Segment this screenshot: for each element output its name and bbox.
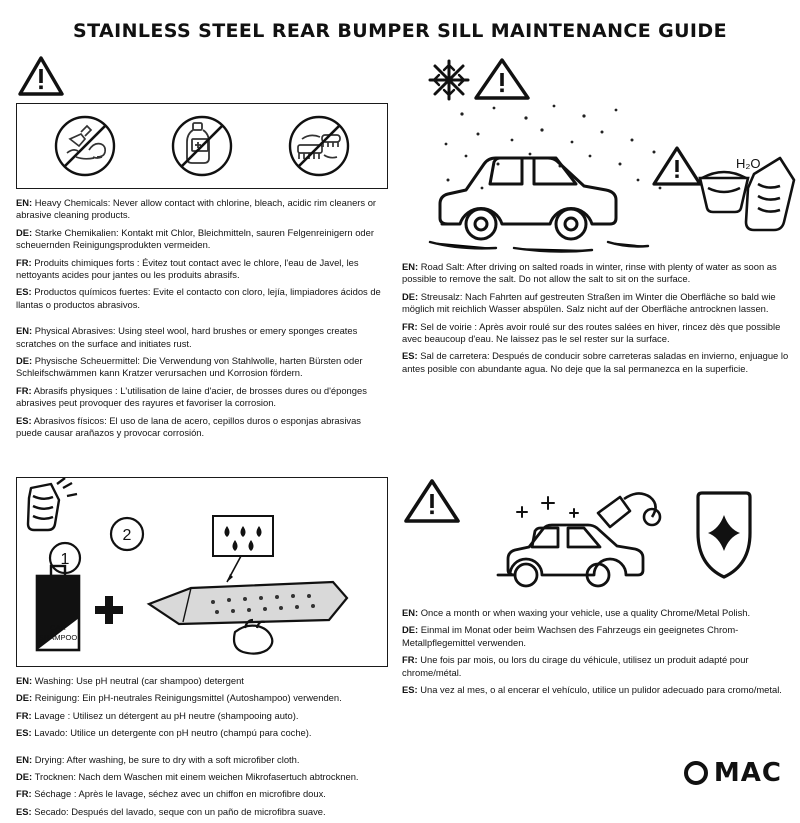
lang-tag: ES:: [16, 286, 32, 298]
car-side-icon: [440, 158, 616, 239]
shampoo-bottle-icon: [37, 566, 79, 650]
lang-tag: ES:: [402, 684, 418, 696]
bottle-label-line2: SHAMPOO: [38, 633, 78, 642]
warning-triangle-icon: [406, 481, 458, 521]
lang-tag: FR:: [402, 320, 418, 332]
lang-text: Heavy Chemicals: Never allow contact with chlorine, bleach, acidic rim cleaners or abrasive cleaning products.: [16, 197, 377, 221]
lang-text: Secado: Después del lavado, seque con un paño de microfibra suave.: [31, 805, 326, 817]
lang-tag: FR:: [16, 709, 32, 721]
panel-chemicals-abrasives: [16, 56, 388, 471]
no-abrasive-sponge-icon: [282, 109, 356, 183]
salt-speckles-icon: [445, 105, 662, 190]
lang-text: Physische Scheuermittel: Die Verwendung von Stahlwolle, harten Bürsten oder Schleifschwämmen kann Kratzer verursachen und Korrosion fördern.: [16, 355, 363, 379]
lang-tag: EN:: [16, 197, 33, 208]
lang-tag: DE:: [16, 692, 33, 704]
lang-tag: DE:: [16, 226, 33, 238]
brand-name: MAC: [713, 758, 782, 788]
hand-cloth-icon: [234, 620, 272, 654]
hand-wipe-icon: [28, 478, 77, 530]
sparkle-icon: [517, 497, 578, 517]
bumper-sill-icon: [149, 582, 347, 624]
plus-icon: [95, 596, 123, 624]
water-label: H₂O: [736, 156, 761, 171]
lang-text: Lavado: Utilice un detergente con pH neutro (champú para coche).: [31, 727, 312, 739]
lang-tag: ES:: [402, 350, 418, 362]
no-bleach-bottle-icon: [165, 109, 239, 183]
water-drops-icon: [213, 516, 273, 582]
lang-text: Einmal im Monat oder beim Wachsen des Fahrzeugs ein geeignetes Chrom-Metallpflegemittel verwenden.: [402, 624, 739, 648]
road-salt-illustration: [402, 56, 796, 261]
washing-illustration: [16, 477, 388, 667]
lang-text: Una vez al mes, o al encerar el vehículo, utilice un pulidor adecuado para cromo/metal.: [417, 684, 782, 696]
lang-text: Reinigung: Ein pH-neutrales Reinigungsmittel (Autoshampoo) verwenden.: [32, 692, 342, 704]
lang-text: Road Salt: After driving on salted roads in winter, rinse with plenty of water as soon as possible to remove the salt. Do not allow the salt to sit on the surface.: [402, 261, 777, 285]
lang-text: Washing: Use pH neutral (car shampoo) detergent: [32, 675, 244, 686]
lang-text: Drying: After washing, be sure to dry with a soft microfiber cloth.: [32, 753, 300, 765]
chemicals-text-block: [16, 197, 388, 311]
brand-logo: [684, 760, 782, 786]
lang-tag: EN:: [402, 607, 419, 618]
forbidden-products-illustration: [16, 103, 388, 189]
lang-tag: FR:: [16, 256, 32, 268]
lang-text: Séchage : Après le lavage, séchez avec un chiffon en microfibre doux.: [31, 788, 326, 800]
lang-tag: DE:: [16, 355, 33, 367]
panel-washing-drying: [16, 477, 388, 823]
drying-text-block: [16, 754, 388, 819]
panel-grid: [16, 56, 789, 823]
water-bucket-icon: [700, 172, 748, 212]
panel-road-salt: [402, 56, 796, 471]
polish-illustration: [402, 477, 796, 605]
lang-text: Lavage : Utilisez un détergent au pH neutre (shampooing auto).: [31, 709, 299, 721]
bottle-label-line1: CAR: [50, 623, 66, 632]
lang-tag: EN:: [16, 753, 33, 765]
road-salt-text-block: [402, 261, 796, 375]
lang-tag: FR:: [16, 384, 32, 396]
lang-text: Once a month or when waxing your vehicle, use a quality Chrome/Metal Polish.: [418, 607, 751, 618]
lang-text: Trocknen: Nach dem Waschen mit einem weichen Mikrofasertuch abtrocknen.: [32, 771, 359, 783]
sparkle-shield-icon: [698, 493, 750, 577]
lang-text: Abrasifs physiques : L'utilisation de laine d'acier, de brosses dures ou d'éponges abrasives peut provoquer des rayures et favoriser la corrosion.: [16, 384, 367, 409]
step-2-label: 2: [122, 527, 132, 544]
abrasives-text-block: [16, 325, 388, 439]
lang-text: Abrasivos físicos: El uso de lana de acero, cepillos duros o esponjas abrasivas puede causar arañazos y provocar corrosión.: [16, 414, 361, 439]
road-spray-icon: [430, 242, 648, 252]
page-title: STAINLESS STEEL REAR BUMPER SILL MAINTENANCE GUIDE: [73, 20, 727, 42]
lang-text: Streusalz: Nach Fahrten auf gestreuten Straßen im Winter die Oberfläche so bald wie möglich mit reichlich Wasser abspülen. Salz nicht auf der Oberfläche antrocknen lassen.: [402, 290, 776, 315]
lang-tag: EN:: [16, 325, 33, 337]
lang-text: Une fois par mois, ou lors du cirage du véhicule, utilisez un produit adapté pour chrome/métal.: [402, 654, 749, 678]
lang-text: Physical Abrasives: Using steel wool, hard brushes or emery sponges creates scratches on the surface and initiates rust.: [16, 325, 358, 349]
lang-text: Sal de carretera: Después de conducir sobre carreteras saladas en invierno, enjuague lo antes posible con abundante agua. No deje que la sal permanezca en la superficie.: [402, 350, 789, 374]
polisher-tool-icon: [598, 493, 660, 527]
omac-ring-icon: [684, 761, 708, 785]
warning-triangle-icon: [18, 56, 388, 101]
snowflake-icon: [430, 61, 468, 99]
lang-text: Productos químicos fuertes: Evite el contacto con cloro, lejía, limpiadores ácidos de llantas o productos abrasivos.: [16, 286, 381, 310]
lang-tag: DE:: [402, 290, 419, 302]
no-acid-cleaner-icon: [48, 109, 122, 183]
lang-tag: EN:: [16, 675, 33, 686]
polish-text-block: [402, 607, 796, 696]
lang-text: Produits chimiques forts : Évitez tout contact avec le chlore, l'eau de Javel, les nettoyants acides pour jantes ou les produits abrasifs.: [16, 256, 359, 281]
lang-tag: FR:: [16, 788, 32, 800]
step-1-label: 1: [60, 551, 70, 568]
lang-text: Starke Chemikalien: Kontakt mit Chlor, Bleichmitteln, sauren Felgenreinigern oder scheuernden Reinigungsprodukten vermeiden.: [16, 226, 374, 251]
lang-tag: ES:: [16, 727, 32, 739]
car-polish-icon: [498, 525, 643, 586]
lang-tag: DE:: [16, 771, 33, 783]
lang-tag: ES:: [16, 805, 32, 817]
lang-tag: DE:: [402, 624, 419, 636]
warning-triangle-icon: [654, 148, 700, 184]
lang-tag: ES:: [16, 414, 32, 426]
lang-tag: FR:: [402, 654, 418, 666]
lang-tag: EN:: [402, 261, 419, 272]
lang-text: Sel de voirie : Après avoir roulé sur des routes salées en hiver, rincez dès que possible avec beaucoup d'eau. Ne laissez pas le sel rester sur la surface.: [402, 320, 781, 345]
washing-text-block: [16, 675, 388, 740]
warning-triangle-icon: [476, 60, 528, 98]
